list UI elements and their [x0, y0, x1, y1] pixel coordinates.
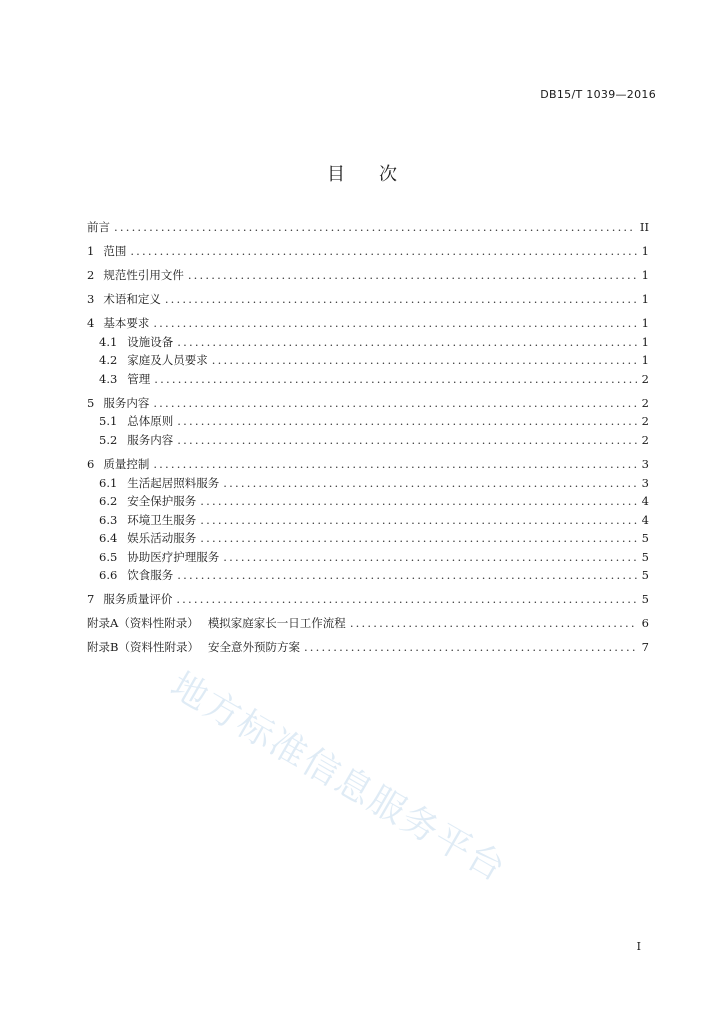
toc-entry-page: 1	[641, 334, 649, 349]
toc-entry-label: 规范性引用文件	[103, 268, 184, 283]
toc-entry[interactable]	[87, 266, 649, 285]
toc-entry[interactable]	[87, 218, 649, 237]
toc-entry-number: 4.3	[99, 371, 118, 386]
toc-dot-leader	[176, 590, 637, 609]
toc-entry-number: 6.3	[99, 512, 118, 527]
toc-dot-leader	[223, 548, 637, 567]
toc-dot-leader	[177, 412, 637, 431]
toc-entry-label: 前言	[87, 220, 110, 234]
toc-dot-leader	[165, 290, 637, 309]
toc-dot-leader	[177, 431, 637, 450]
toc-entry-number: 4.1	[99, 334, 118, 349]
toc-entry-number: 3	[87, 292, 95, 307]
toc-entry-number: 6.6	[99, 568, 118, 583]
toc-entry-label: 基本要求	[103, 316, 150, 331]
toc-entry[interactable]	[87, 492, 649, 511]
toc-entry-page: 5	[641, 568, 649, 583]
toc-entry-page: 2	[641, 432, 649, 447]
toc-entry-page: 1	[641, 268, 649, 283]
toc-entry-number: 6.2	[99, 494, 118, 509]
toc-dot-leader	[212, 351, 637, 370]
standard-code: DB15/T 1039—2016	[540, 88, 656, 101]
toc-entry-number: 6.4	[99, 531, 118, 546]
toc-dot-leader	[153, 455, 637, 474]
toc-entry-label: 服务内容	[103, 395, 150, 410]
table-of-contents	[87, 218, 649, 657]
toc-entry[interactable]	[87, 638, 649, 657]
toc-entry-page: 2	[641, 371, 649, 386]
toc-entry-page: 7	[641, 640, 649, 655]
toc-entry-page: 3	[641, 457, 649, 472]
toc-dot-leader	[153, 394, 637, 413]
toc-dot-leader	[223, 474, 637, 493]
toc-dot-leader	[350, 614, 637, 633]
toc-entry-page: 1	[641, 244, 649, 259]
toc-dot-leader	[200, 492, 637, 511]
toc-entry-page: 6	[641, 616, 649, 631]
toc-title	[0, 160, 724, 186]
toc-entry-page: 1	[641, 353, 649, 368]
toc-dot-leader	[188, 266, 637, 285]
toc-entry[interactable]	[87, 455, 649, 474]
toc-entry-number: 5.2	[99, 432, 118, 447]
toc-entry[interactable]	[87, 333, 649, 352]
toc-entry-label: 娱乐活动服务	[127, 531, 197, 546]
toc-entry-label: 总体原则	[127, 414, 174, 429]
toc-entry[interactable]	[87, 474, 649, 493]
toc-dot-leader	[200, 511, 637, 530]
toc-entry[interactable]	[87, 590, 649, 609]
toc-entry-label: 范围	[103, 244, 127, 259]
toc-entry[interactable]	[87, 431, 649, 450]
toc-entry-number: 7	[87, 592, 95, 607]
toc-entry-label: 管理	[127, 371, 151, 386]
toc-entry[interactable]	[87, 351, 649, 370]
toc-dot-leader	[200, 529, 637, 548]
toc-entry-number: 5.1	[99, 414, 118, 429]
toc-entry-label: 生活起居照料服务	[127, 475, 220, 490]
toc-entry[interactable]	[87, 566, 649, 585]
toc-entry-label: 家庭及人员要求	[127, 353, 208, 368]
toc-entry-number: 附录B（资料性附录）	[87, 640, 199, 655]
toc-entry-page: 3	[641, 475, 649, 490]
toc-entry-label: 服务质量评价	[103, 592, 173, 607]
toc-entry[interactable]	[87, 529, 649, 548]
toc-entry-page: 2	[641, 395, 649, 410]
toc-dot-leader	[130, 242, 637, 261]
toc-entry[interactable]	[87, 370, 649, 389]
toc-dot-leader	[177, 333, 637, 352]
toc-title-char-2: 次	[379, 164, 397, 185]
toc-entry-label: 安全意外预防方案	[207, 640, 300, 655]
watermark-text: 地方标准信息服务平台	[163, 664, 514, 891]
toc-entry[interactable]	[87, 290, 649, 309]
toc-entry-label: 质量控制	[103, 457, 150, 472]
toc-entry-label: 模拟家庭家长一日工作流程	[207, 616, 346, 631]
toc-entry-page: 1	[641, 316, 649, 331]
toc-entry-label: 环境卫生服务	[127, 512, 197, 527]
toc-entry-number: 4.2	[99, 353, 118, 368]
toc-dot-leader	[153, 314, 637, 333]
toc-dot-leader	[304, 638, 637, 657]
toc-entry-page: 4	[641, 512, 649, 527]
toc-entry-number: 附录A（资料性附录）	[87, 616, 199, 631]
toc-entry-page: 2	[641, 414, 649, 429]
toc-entry-label: 服务内容	[127, 432, 174, 447]
toc-title-char-1: 目	[327, 164, 345, 185]
toc-entry-label: 协助医疗护理服务	[127, 549, 220, 564]
toc-dot-leader	[154, 370, 637, 389]
toc-entry[interactable]	[87, 511, 649, 530]
toc-entry-number: 6.1	[99, 475, 118, 490]
toc-entry-label: 设施设备	[127, 334, 174, 349]
toc-entry-label: 术语和定义	[103, 292, 161, 307]
toc-entry[interactable]	[87, 242, 649, 261]
toc-entry-page: 4	[641, 494, 649, 509]
toc-entry-label: 安全保护服务	[127, 494, 197, 509]
toc-entry-number: 1	[87, 244, 95, 259]
toc-entry-label: 饮食服务	[127, 568, 174, 583]
toc-entry-number: 4	[87, 316, 95, 331]
toc-entry-number: 6	[87, 457, 95, 472]
toc-entry-number: 5	[87, 395, 95, 410]
page-number: I	[636, 940, 641, 953]
toc-entry-number: 2	[87, 268, 95, 283]
toc-entry[interactable]	[87, 394, 649, 413]
toc-entry-number: 6.5	[99, 549, 118, 564]
toc-entry[interactable]	[87, 412, 649, 431]
toc-dot-leader	[114, 218, 636, 237]
toc-entry[interactable]	[87, 614, 649, 633]
toc-entry-page: 1	[641, 292, 649, 307]
toc-entry[interactable]	[87, 314, 649, 333]
toc-entry[interactable]	[87, 548, 649, 567]
toc-entry-page: 5	[641, 592, 649, 607]
toc-dot-leader	[177, 566, 637, 585]
toc-entry-page: 5	[641, 549, 649, 564]
toc-entry-page: II	[639, 220, 649, 234]
toc-entry-page: 5	[641, 531, 649, 546]
